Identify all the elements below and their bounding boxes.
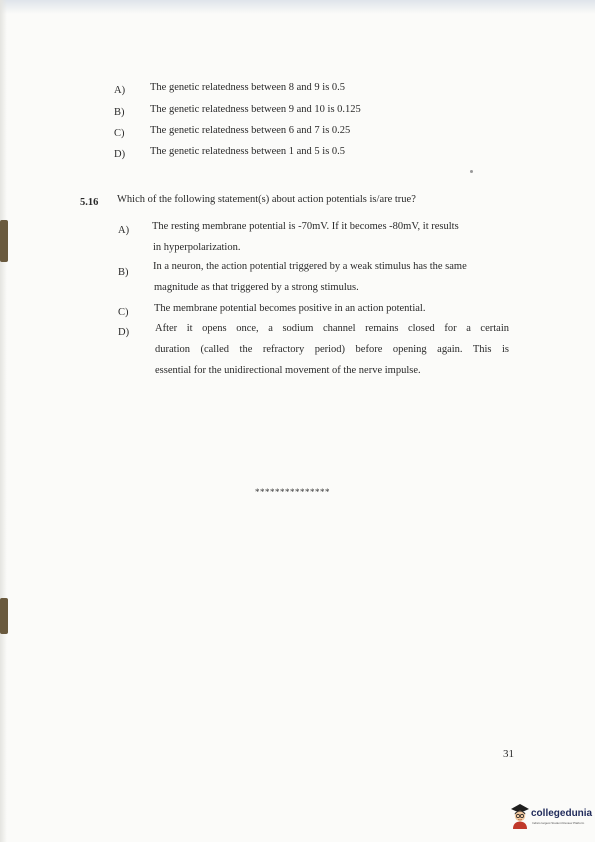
end-separator: *************** xyxy=(255,487,330,497)
option-label: A) xyxy=(114,85,126,96)
logo-wordmark: collegedunia xyxy=(531,808,593,819)
option-text: The genetic relatedness between 8 and 9 is 0.5 xyxy=(150,82,346,93)
option-label: C) xyxy=(118,307,129,318)
option-label: D) xyxy=(118,327,130,338)
option-label: A) xyxy=(118,225,130,236)
option-text: in hyperpolarization. xyxy=(153,242,241,253)
option-label: B) xyxy=(118,267,129,278)
option-text: duration (called the refractory period) before opening again. This is xyxy=(155,344,509,355)
mascot-icon xyxy=(510,803,530,829)
option-text: The genetic relatedness between 1 and 5 is 0.5 xyxy=(150,146,346,157)
scan-top-edge xyxy=(0,0,595,14)
option-label: C) xyxy=(114,128,125,139)
binding-mark xyxy=(0,220,8,262)
option-text: The membrane potential becomes positive in an action potential. xyxy=(154,303,426,314)
scan-speck xyxy=(470,170,473,173)
option-text: The resting membrane potential is -70mV. If it becomes -80mV, it results xyxy=(152,221,459,232)
question-text: Which of the following statement(s) about action potentials is/are true? xyxy=(117,194,416,205)
option-text: After it opens once, a sodium channel remains closed for a certain xyxy=(155,323,509,334)
scan-left-edge xyxy=(0,0,7,842)
option-text: essential for the unidirectional movement of the nerve impulse. xyxy=(155,365,421,376)
binding-mark xyxy=(0,598,8,634)
logo-tagline: India's largest Student Review Platform xyxy=(532,821,585,825)
collegedunia-logo xyxy=(510,803,595,831)
option-text: magnitude as that triggered by a strong stimulus. xyxy=(154,282,359,293)
question-number: 5.16 xyxy=(80,197,99,208)
option-label: D) xyxy=(114,149,126,160)
option-label: B) xyxy=(114,107,125,118)
option-text: The genetic relatedness between 9 and 10 is 0.125 xyxy=(150,104,361,115)
page-number: 31 xyxy=(503,748,514,760)
option-text: In a neuron, the action potential triggered by a weak stimulus has the same xyxy=(153,261,467,272)
option-text: The genetic relatedness between 6 and 7 is 0.25 xyxy=(150,125,351,136)
